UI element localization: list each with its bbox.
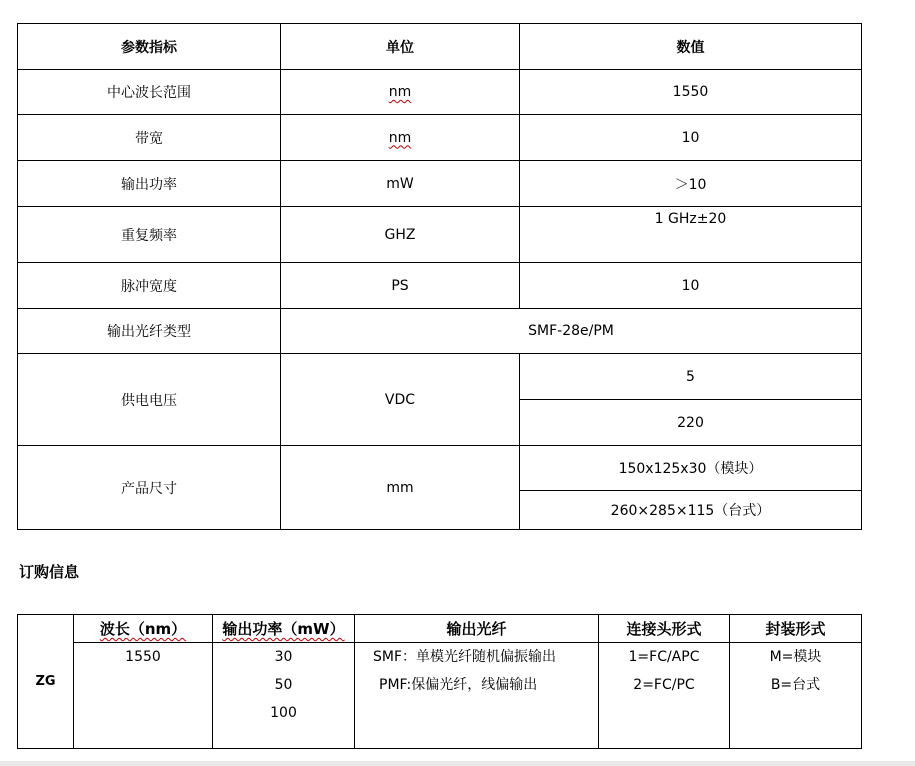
spec-header-row: [18, 24, 862, 70]
wavelength-options: [74, 643, 213, 749]
list-item: 50: [274, 677, 293, 693]
table-row: [18, 115, 862, 161]
value-cell: ＞10: [520, 161, 862, 207]
list-item: 2=FC/PC: [633, 677, 695, 693]
table-row: [18, 207, 862, 263]
param-cell: 产品尺寸: [18, 446, 281, 530]
power-options: [213, 643, 355, 749]
list-item: PMF:保偏光纤，线偏输出: [379, 677, 538, 693]
unit-cell: PS: [281, 263, 520, 309]
unit-cell: mm: [281, 446, 520, 530]
unit-cell: mW: [281, 161, 520, 207]
table-row: [18, 70, 862, 115]
param-cell: 脉冲宽度: [18, 263, 281, 309]
header-value: 数值: [520, 24, 862, 70]
package-options: [730, 643, 862, 749]
header-wavelength-text: 波长（nm）: [99, 620, 187, 638]
unit-cell: [281, 115, 520, 161]
value-cell: 10: [520, 115, 862, 161]
header-output-power-text: 输出功率（mW）: [222, 620, 345, 638]
param-cell: 带宽: [18, 115, 281, 161]
value-cell: 10: [520, 263, 862, 309]
order-options-row: [18, 643, 862, 749]
table-row: [18, 446, 862, 491]
value-cell: 5: [520, 354, 862, 400]
unit-text: nm: [388, 129, 412, 146]
value-cell: 1 GHz±20: [520, 207, 862, 263]
list-item: 1550: [125, 649, 161, 665]
list-item: M=模块: [769, 649, 822, 665]
header-wavelength: [74, 615, 213, 643]
value-cell: 150x125x30（模块）: [520, 446, 862, 491]
header-unit: 单位: [281, 24, 520, 70]
table-row: [18, 161, 862, 207]
list-item: B=台式: [770, 677, 821, 693]
unit-cell: VDC: [281, 354, 520, 446]
order-header-row: [18, 615, 862, 643]
param-cell: 输出光纤类型: [18, 309, 281, 354]
table-row: [18, 354, 862, 400]
connector-options: [599, 643, 730, 749]
header-param: 参数指标: [18, 24, 281, 70]
list-item: SMF：单模光纤随机偏振输出: [373, 649, 557, 665]
order-table: [17, 614, 862, 749]
header-package: 封装形式: [730, 615, 862, 643]
param-cell: 供电电压: [18, 354, 281, 446]
spec-table: [17, 23, 862, 530]
param-cell: 输出功率: [18, 161, 281, 207]
header-output-power: [213, 615, 355, 643]
unit-text: nm: [388, 84, 412, 100]
value-cell: 1550: [520, 70, 862, 115]
table-row: [18, 309, 862, 354]
page-bottom-edge: [0, 761, 915, 766]
header-connector: 连接头形式: [599, 615, 730, 643]
header-output-fiber: 输出光纤: [355, 615, 599, 643]
value-cell: 220: [520, 400, 862, 446]
list-item: 1=FC/APC: [628, 649, 700, 665]
model-code: ZG: [18, 615, 74, 749]
unit-cell: [281, 70, 520, 115]
value-cell: SMF-28e/PM: [281, 309, 862, 354]
value-cell: 260×285×115（台式）: [520, 491, 862, 530]
unit-cell: GHZ: [281, 207, 520, 263]
table-row: [18, 263, 862, 309]
list-item: 100: [270, 705, 297, 721]
order-info-title: 订购信息: [19, 563, 80, 581]
fiber-options: [355, 643, 599, 749]
param-cell: 重复频率: [18, 207, 281, 263]
param-cell: 中心波长范围: [18, 70, 281, 115]
list-item: 30: [274, 649, 293, 665]
